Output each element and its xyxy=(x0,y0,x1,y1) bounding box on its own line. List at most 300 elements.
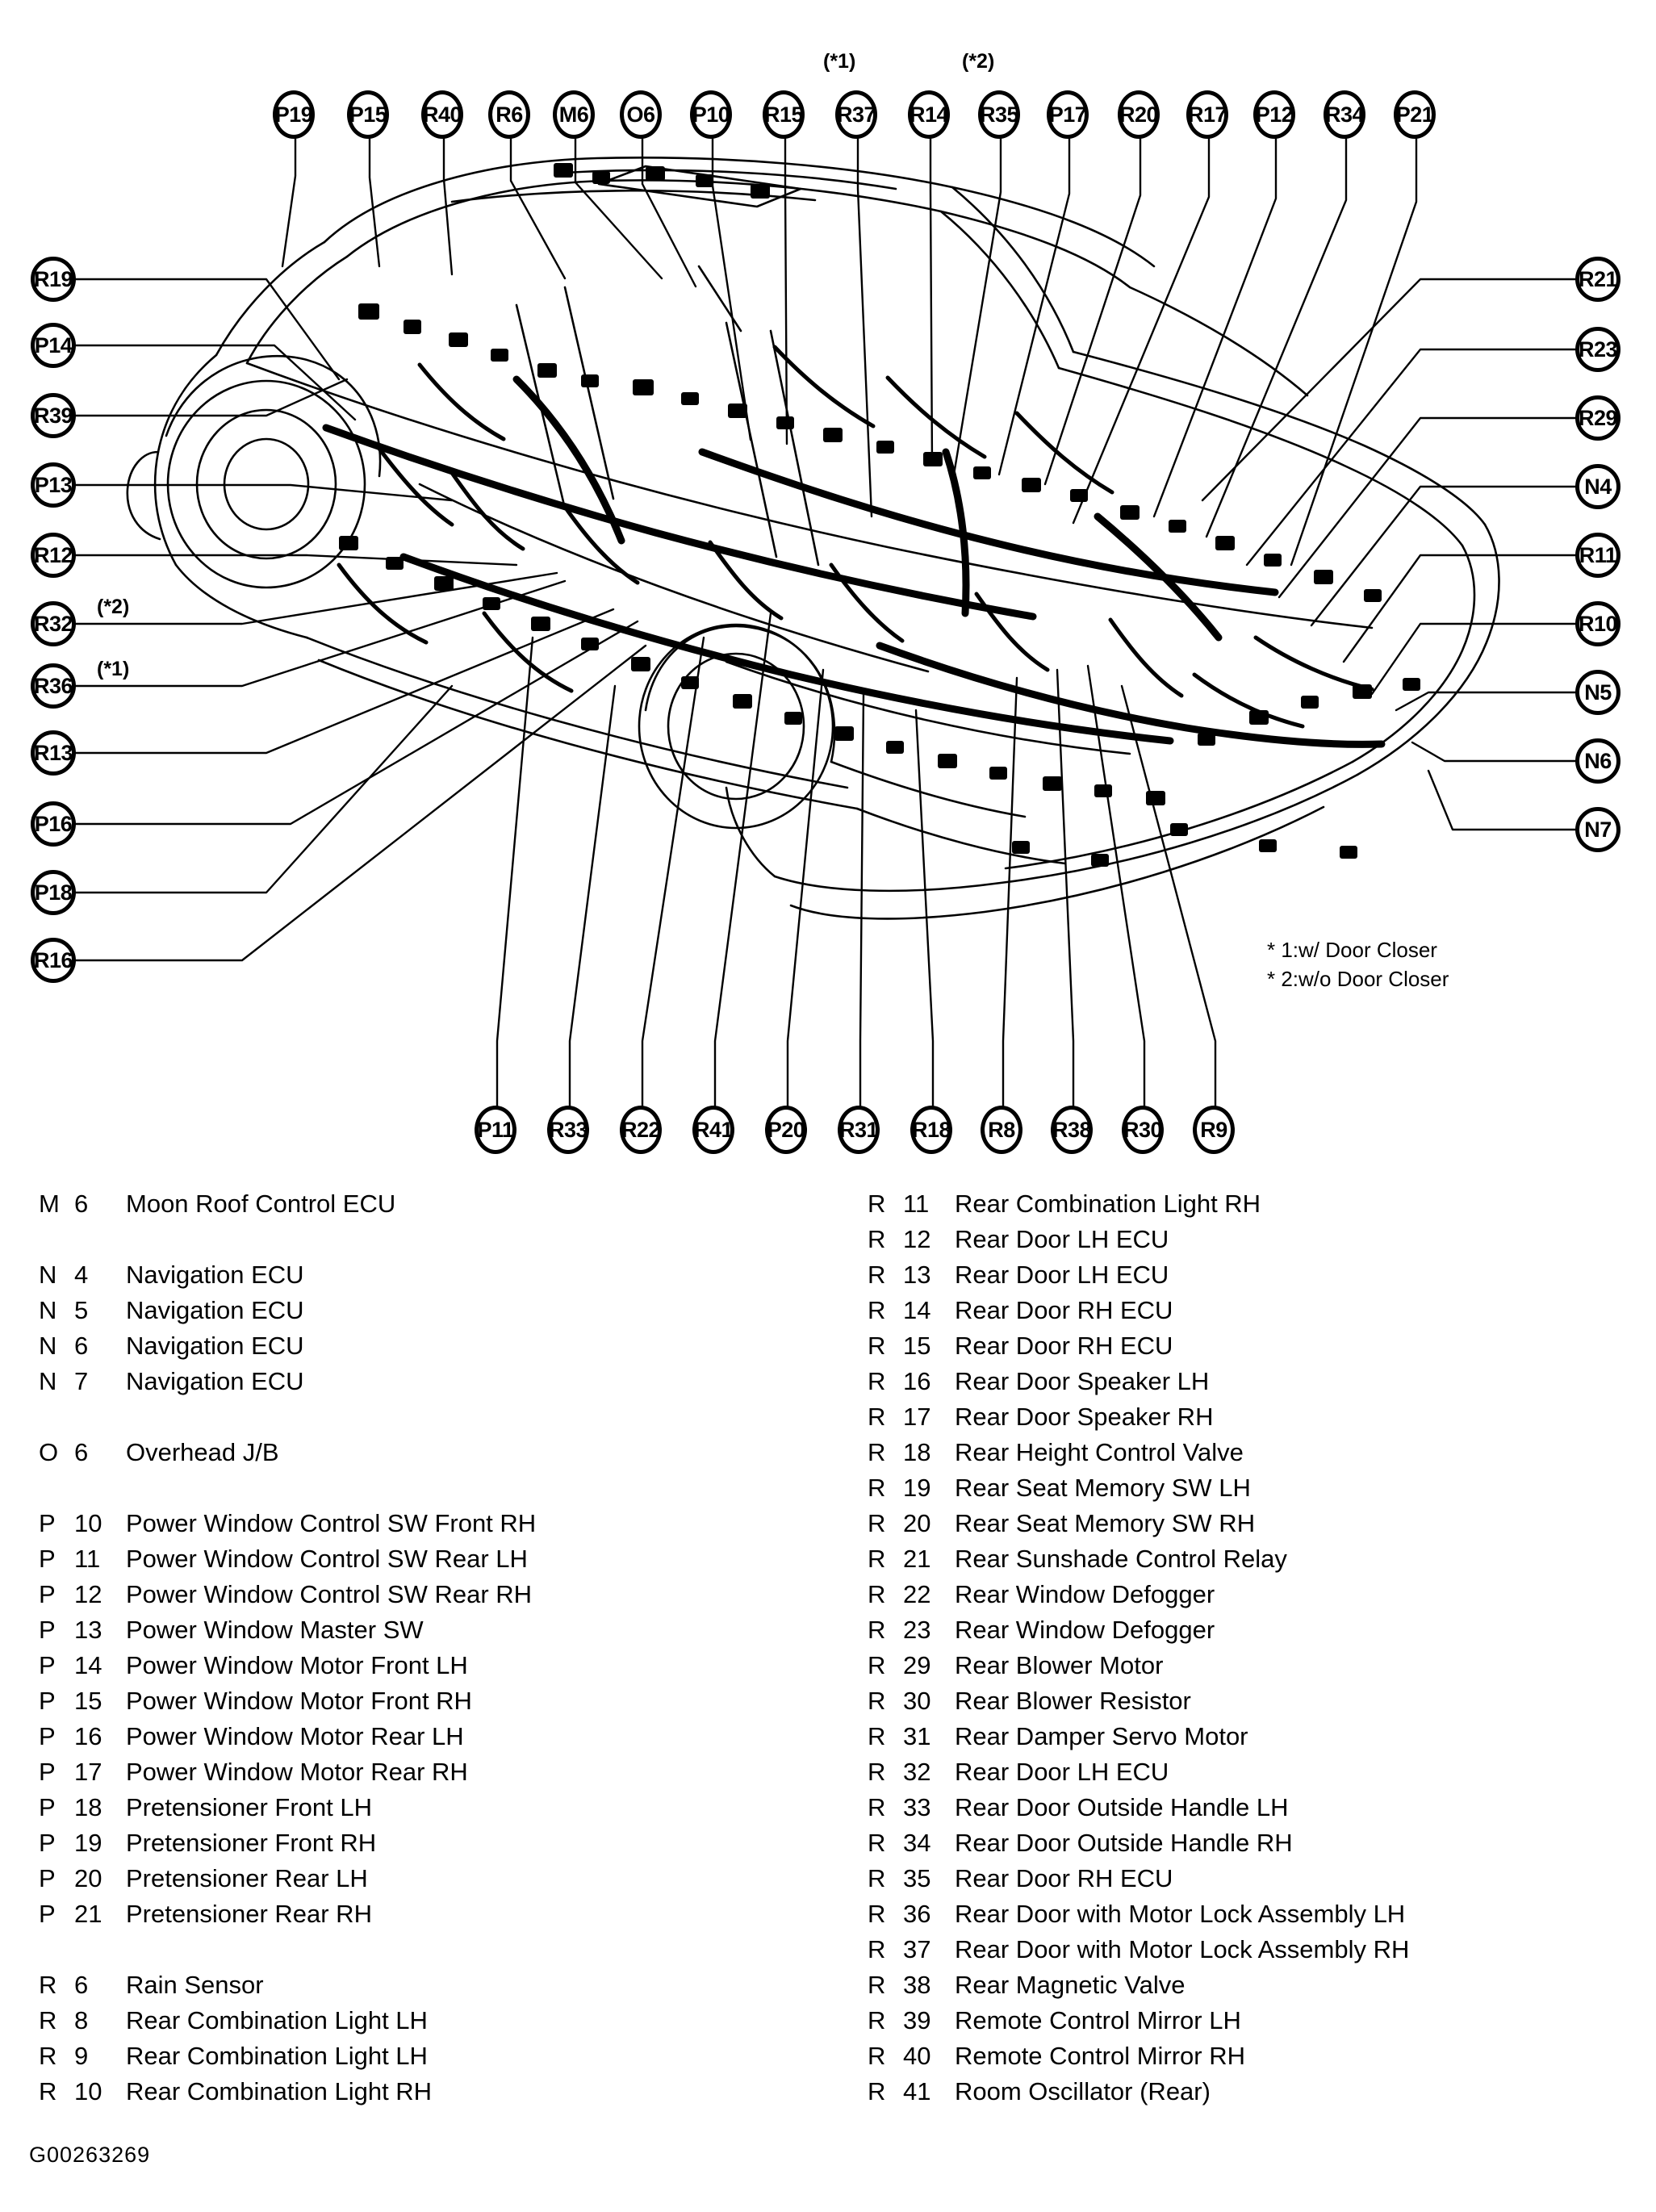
legend-description: Navigation ECU xyxy=(126,1296,304,1324)
legend-code xyxy=(39,2003,126,2038)
callout-bubble-r36[interactable]: R36 xyxy=(31,663,76,709)
callout-bubble-r10[interactable]: R10 xyxy=(1575,601,1620,646)
legend-row xyxy=(39,1506,830,1541)
legend-code-letter: R xyxy=(868,1225,886,1253)
legend-code xyxy=(868,1222,955,1257)
legend-code xyxy=(868,1541,955,1577)
footnote-2: * 2:w/o Door Closer xyxy=(1267,966,1449,991)
legend-description: Rear Seat Memory SW RH xyxy=(955,1509,1256,1537)
callout-bubble-p19[interactable]: P19 xyxy=(273,90,315,139)
harness-main-bundles xyxy=(326,379,1382,744)
legend-code-letter: R xyxy=(868,1580,886,1608)
legend-code-number: 34 xyxy=(903,1829,931,1857)
callout-bubble-p14[interactable]: P14 xyxy=(31,323,76,368)
legend-description: Power Window Master SW xyxy=(126,1616,424,1644)
legend-code-letter: R xyxy=(868,2006,886,2034)
legend-code-letter: R xyxy=(868,1935,886,1963)
legend-row xyxy=(868,2003,1642,2038)
legend-row xyxy=(39,1896,830,1967)
legend-row xyxy=(39,2003,830,2038)
legend-row xyxy=(868,1506,1642,1541)
legend-code-letter: P xyxy=(39,1722,56,1750)
legend-row xyxy=(868,1364,1642,1399)
callout-bubble-r39[interactable]: R39 xyxy=(31,393,76,438)
callout-bubble-p10[interactable]: P10 xyxy=(690,90,732,139)
legend-code-letter: R xyxy=(868,1296,886,1324)
callout-bubble-r6[interactable]: R6 xyxy=(488,90,530,139)
callout-bubble-r29[interactable]: R29 xyxy=(1575,395,1620,441)
legend-code-number: 32 xyxy=(903,1758,931,1786)
callout-bubble-r18[interactable]: R18 xyxy=(910,1106,952,1154)
legend-row xyxy=(868,2038,1642,2074)
legend-description: Navigation ECU xyxy=(126,1261,304,1289)
legend-code xyxy=(868,1754,955,1790)
legend-code-letter: P xyxy=(39,1616,56,1644)
callout-bubble-r20[interactable]: R20 xyxy=(1118,90,1160,139)
legend-code-number: 10 xyxy=(74,2077,102,2105)
figure-id-code: G00263269 xyxy=(29,2143,151,2167)
callout-bubble-r13[interactable]: R13 xyxy=(31,730,76,776)
legend-description: Rear Window Defogger xyxy=(955,1580,1215,1608)
legend-description: Power Window Motor Front LH xyxy=(126,1651,468,1679)
legend-description: Rear Blower Motor xyxy=(955,1651,1164,1679)
legend-code xyxy=(39,1435,126,1470)
callout-bubble-p15[interactable]: P15 xyxy=(347,90,389,139)
callout-bubble-r19[interactable]: R19 xyxy=(31,257,76,302)
car-body-outline xyxy=(128,157,1499,918)
legend-code-number: 15 xyxy=(74,1687,102,1715)
callout-bubble-r31[interactable]: R31 xyxy=(838,1106,880,1154)
legend-code-number: 19 xyxy=(74,1829,102,1857)
legend-code-letter: R xyxy=(868,1474,886,1502)
legend-code-letter: R xyxy=(868,1687,886,1715)
callout-bubble-r32[interactable]: R32 xyxy=(31,601,76,646)
legend-row xyxy=(39,1683,830,1719)
legend-code-letter: R xyxy=(868,1722,886,1750)
legend-code-number: 11 xyxy=(74,1545,101,1573)
legend-code xyxy=(868,1861,955,1896)
legend-description: Rear Door Speaker RH xyxy=(955,1403,1214,1431)
legend-code-number: 31 xyxy=(903,1722,931,1750)
legend-code-letter: R xyxy=(868,1261,886,1289)
legend-description: Rear Door Outside Handle LH xyxy=(955,1793,1289,1821)
legend-row xyxy=(39,1257,830,1293)
legend-code-letter: R xyxy=(868,1900,886,1928)
callout-bubble-m6[interactable]: M6 xyxy=(553,90,595,139)
legend-code-letter: M xyxy=(39,1190,60,1218)
legend-row xyxy=(868,1612,1642,1648)
legend-description: Rain Sensor xyxy=(126,1971,264,1999)
callout-bubble-p11[interactable]: P11 xyxy=(475,1106,516,1154)
legend-description: Overhead J/B xyxy=(126,1438,279,1466)
legend-row xyxy=(39,2074,830,2110)
inline-footnote-marker: (*2) xyxy=(962,50,995,73)
callout-bubble-r38[interactable]: R38 xyxy=(1051,1106,1093,1154)
legend-code-number: 35 xyxy=(903,1864,931,1892)
legend-description: Rear Door RH ECU xyxy=(955,1296,1173,1324)
legend-row xyxy=(868,1825,1642,1861)
legend-row xyxy=(39,1790,830,1825)
legend-code-letter: R xyxy=(868,1971,886,1999)
legend-row xyxy=(868,1967,1642,2003)
legend-description: Rear Combination Light RH xyxy=(126,2077,433,2105)
legend-code xyxy=(868,1328,955,1364)
inline-footnote-marker: (*2) xyxy=(97,596,130,618)
legend-code-number: 33 xyxy=(903,1793,931,1821)
legend-description: Rear Door LH ECU xyxy=(955,1261,1169,1289)
legend-code-letter: P xyxy=(39,1793,56,1821)
legend-description: Navigation ECU xyxy=(126,1332,304,1360)
legend-description: Pretensioner Front RH xyxy=(126,1829,377,1857)
callout-bubble-r40[interactable]: R40 xyxy=(421,90,463,139)
legend-description: Rear Height Control Valve xyxy=(955,1438,1244,1466)
legend-description: Rear Door RH ECU xyxy=(955,1332,1173,1360)
legend-code-number: 20 xyxy=(903,1509,931,1537)
legend-row xyxy=(39,1861,830,1896)
legend-code xyxy=(868,1648,955,1683)
legend-code-number: 41 xyxy=(903,2077,931,2105)
legend-code-number: 22 xyxy=(903,1580,931,1608)
legend-row xyxy=(868,1470,1642,1506)
legend-code-number: 13 xyxy=(903,1261,931,1289)
legend-code-letter: R xyxy=(868,2042,886,2070)
legend-description: Rear Damper Servo Motor xyxy=(955,1722,1248,1750)
legend-code-number: 20 xyxy=(74,1864,102,1892)
legend-row xyxy=(868,1754,1642,1790)
callout-bubble-n4[interactable]: N4 xyxy=(1575,464,1620,509)
legend-row xyxy=(39,1648,830,1683)
legend-row xyxy=(868,1257,1642,1293)
legend-code xyxy=(39,2038,126,2074)
callout-bubble-r22[interactable]: R22 xyxy=(620,1106,662,1154)
legend-code-letter: N xyxy=(39,1367,57,1395)
footnote-block xyxy=(1267,936,1449,994)
legend-row xyxy=(868,2074,1642,2110)
legend-code-letter: P xyxy=(39,1758,56,1786)
callout-bubble-p17[interactable]: P17 xyxy=(1047,90,1089,139)
callout-bubble-r17[interactable]: R17 xyxy=(1186,90,1228,139)
legend-code xyxy=(39,1825,126,1861)
legend-description: Rear Door with Motor Lock Assembly RH xyxy=(955,1935,1410,1963)
legend-code xyxy=(868,1186,955,1222)
callout-bubble-o6[interactable]: O6 xyxy=(620,90,662,139)
legend-code xyxy=(39,1186,126,1222)
legend-code-letter: R xyxy=(868,1438,886,1466)
callout-bubble-r35[interactable]: R35 xyxy=(978,90,1020,139)
legend-code-letter: R xyxy=(868,1864,886,1892)
inline-footnote-marker: (*1) xyxy=(97,658,130,680)
legend-code-letter: P xyxy=(39,1509,56,1537)
legend-row xyxy=(39,1825,830,1861)
callout-bubble-p20[interactable]: P20 xyxy=(765,1106,807,1154)
legend-description: Rear Door LH ECU xyxy=(955,1758,1169,1786)
legend-code-letter: R xyxy=(868,1616,886,1644)
legend-code xyxy=(39,1577,126,1612)
legend-code xyxy=(39,1861,126,1896)
inline-footnote-marker: (*1) xyxy=(823,50,856,73)
callout-bubble-r12[interactable]: R12 xyxy=(31,533,76,578)
legend-code-number: 12 xyxy=(74,1580,102,1608)
legend-description: Power Window Control SW Rear LH xyxy=(126,1545,528,1573)
callout-bubble-r9[interactable]: R9 xyxy=(1193,1106,1235,1154)
callout-bubble-r34[interactable]: R34 xyxy=(1324,90,1365,139)
legend-code-number: 6 xyxy=(74,1971,89,1999)
legend-code xyxy=(39,2074,126,2110)
legend-code xyxy=(868,1364,955,1399)
legend-code-letter: N xyxy=(39,1332,57,1360)
legend-code-letter: R xyxy=(868,1190,886,1218)
legend-code-letter: O xyxy=(39,1438,59,1466)
callout-bubble-n5[interactable]: N5 xyxy=(1575,670,1620,715)
legend-code-number: 18 xyxy=(74,1793,102,1821)
legend-code-number: 29 xyxy=(903,1651,931,1679)
legend-code xyxy=(868,1932,955,1967)
callout-bubble-r23[interactable]: R23 xyxy=(1575,327,1620,372)
legend-code-letter: R xyxy=(868,1367,886,1395)
legend-code xyxy=(868,1506,955,1541)
legend-code-number: 12 xyxy=(903,1225,931,1253)
legend-code-letter: R xyxy=(39,1971,57,1999)
legend-code xyxy=(39,1754,126,1790)
callout-bubble-r37[interactable]: R37 xyxy=(835,90,877,139)
callout-bubble-r8[interactable]: R8 xyxy=(981,1106,1022,1154)
legend-code xyxy=(868,1719,955,1754)
legend-code-letter: R xyxy=(868,1332,886,1360)
legend-code-letter: R xyxy=(39,2006,57,2034)
legend-description: Rear Door Outside Handle RH xyxy=(955,1829,1293,1857)
legend-code xyxy=(868,1577,955,1612)
legend-code-number: 5 xyxy=(74,1296,89,1324)
callout-bubble-r15[interactable]: R15 xyxy=(763,90,805,139)
legend-code-number: 30 xyxy=(903,1687,931,1715)
legend-code xyxy=(39,1506,126,1541)
legend-row xyxy=(868,1719,1642,1754)
legend-description: Rear Combination Light LH xyxy=(126,2042,428,2070)
legend-code-letter: P xyxy=(39,1580,56,1608)
legend-code xyxy=(39,1683,126,1719)
legend-code-letter: N xyxy=(39,1261,57,1289)
legend-row xyxy=(868,1293,1642,1328)
legend-description: Power Window Control SW Front RH xyxy=(126,1509,537,1537)
legend-description: Remote Control Mirror LH xyxy=(955,2006,1241,2034)
component-legend xyxy=(0,1186,1656,2155)
legend-code-number: 16 xyxy=(903,1367,931,1395)
legend-code-number: 10 xyxy=(74,1509,102,1537)
callout-bubble-r14[interactable]: R14 xyxy=(908,90,950,139)
legend-code-letter: R xyxy=(868,1545,886,1573)
legend-description: Rear Seat Memory SW LH xyxy=(955,1474,1251,1502)
legend-code xyxy=(868,1257,955,1293)
legend-row xyxy=(868,1790,1642,1825)
legend-code xyxy=(39,1967,126,2003)
legend-description: Rear Combination Light RH xyxy=(955,1190,1261,1218)
legend-row xyxy=(39,1435,830,1506)
legend-code-number: 4 xyxy=(74,1261,89,1289)
legend-column-right xyxy=(868,1186,1642,2110)
legend-code xyxy=(868,1896,955,1932)
legend-code xyxy=(868,2038,955,2074)
legend-code-number: 15 xyxy=(903,1332,931,1360)
legend-row xyxy=(868,1186,1642,1222)
legend-row xyxy=(868,1222,1642,1257)
legend-code-number: 21 xyxy=(903,1545,931,1573)
legend-code xyxy=(868,1683,955,1719)
legend-description: Rear Window Defogger xyxy=(955,1616,1215,1644)
legend-description: Rear Door LH ECU xyxy=(955,1225,1169,1253)
legend-row xyxy=(868,1861,1642,1896)
legend-code xyxy=(868,1825,955,1861)
legend-row xyxy=(868,1896,1642,1932)
legend-code-number: 18 xyxy=(903,1438,931,1466)
legend-code-number: 6 xyxy=(74,1438,89,1466)
legend-description: Remote Control Mirror RH xyxy=(955,2042,1246,2070)
legend-code-number: 6 xyxy=(74,1190,89,1218)
legend-description: Power Window Motor Rear RH xyxy=(126,1758,468,1786)
legend-code xyxy=(868,1435,955,1470)
legend-row xyxy=(868,1932,1642,1967)
legend-row xyxy=(868,1683,1642,1719)
legend-description: Rear Door RH ECU xyxy=(955,1864,1173,1892)
legend-code-number: 36 xyxy=(903,1900,931,1928)
legend-code-letter: R xyxy=(868,1758,886,1786)
legend-code-letter: P xyxy=(39,1864,56,1892)
legend-description: Rear Combination Light LH xyxy=(126,2006,428,2034)
callout-bubble-r33[interactable]: R33 xyxy=(547,1106,589,1154)
legend-row xyxy=(39,1328,830,1364)
legend-code-number: 14 xyxy=(74,1651,102,1679)
legend-code-number: 21 xyxy=(74,1900,102,1928)
legend-code-number: 13 xyxy=(74,1616,102,1644)
footnote-1: * 1:w/ Door Closer xyxy=(1267,938,1437,962)
callout-bubble-r11[interactable]: R11 xyxy=(1575,533,1620,578)
legend-description: Pretensioner Front LH xyxy=(126,1793,372,1821)
legend-code-number: 14 xyxy=(903,1296,931,1324)
callout-bubble-p16[interactable]: P16 xyxy=(31,801,76,847)
callout-bubble-n6[interactable]: N6 xyxy=(1575,738,1620,784)
legend-description: Room Oscillator (Rear) xyxy=(955,2077,1211,2105)
legend-description: Pretensioner Rear RH xyxy=(126,1900,372,1928)
legend-code-number: 17 xyxy=(903,1403,931,1431)
legend-code xyxy=(39,1612,126,1648)
legend-row xyxy=(868,1577,1642,1612)
legend-description: Moon Roof Control ECU xyxy=(126,1190,396,1218)
callout-bubble-r30[interactable]: R30 xyxy=(1122,1106,1164,1154)
legend-code-letter: R xyxy=(868,1829,886,1857)
legend-row xyxy=(39,1364,830,1435)
legend-code xyxy=(39,1648,126,1683)
legend-code xyxy=(868,2003,955,2038)
legend-code-letter: P xyxy=(39,1545,56,1573)
legend-description: Rear Door Speaker LH xyxy=(955,1367,1210,1395)
legend-code-letter: P xyxy=(39,1900,56,1928)
legend-description: Rear Blower Resistor xyxy=(955,1687,1191,1715)
legend-code-letter: R xyxy=(39,2077,57,2105)
legend-description: Rear Door with Motor Lock Assembly LH xyxy=(955,1900,1406,1928)
legend-code xyxy=(39,1719,126,1754)
legend-code-number: 17 xyxy=(74,1758,102,1786)
legend-code-number: 11 xyxy=(903,1190,930,1218)
legend-code-letter: R xyxy=(868,1403,886,1431)
legend-code xyxy=(868,1399,955,1435)
legend-code xyxy=(39,1328,126,1364)
callout-bubble-p13[interactable]: P13 xyxy=(31,462,76,508)
callout-bubble-p18[interactable]: P18 xyxy=(31,870,76,915)
legend-row xyxy=(39,1293,830,1328)
legend-code-letter: P xyxy=(39,1829,56,1857)
legend-code xyxy=(868,1470,955,1506)
legend-code xyxy=(39,1293,126,1328)
callout-bubble-n7[interactable]: N7 xyxy=(1575,807,1620,852)
legend-code-letter: P xyxy=(39,1651,56,1679)
legend-code xyxy=(39,1896,126,1932)
callout-bubble-r41[interactable]: R41 xyxy=(692,1106,734,1154)
legend-row xyxy=(868,1648,1642,1683)
legend-code-letter: N xyxy=(39,1296,57,1324)
legend-code xyxy=(39,1257,126,1293)
legend-code xyxy=(39,1364,126,1399)
legend-code-number: 19 xyxy=(903,1474,931,1502)
legend-code xyxy=(868,1967,955,2003)
callout-bubble-r21[interactable]: R21 xyxy=(1575,257,1620,302)
legend-code-letter: R xyxy=(868,1509,886,1537)
legend-row xyxy=(39,1967,830,2003)
legend-description: Rear Sunshade Control Relay xyxy=(955,1545,1287,1573)
legend-code-number: 6 xyxy=(74,1332,89,1360)
legend-row xyxy=(39,1541,830,1577)
legend-row xyxy=(39,2038,830,2074)
callout-bubble-r16[interactable]: R16 xyxy=(31,938,76,983)
legend-code-number: 39 xyxy=(903,2006,931,2034)
legend-row xyxy=(868,1541,1642,1577)
legend-code-letter: R xyxy=(868,2077,886,2105)
legend-description: Power Window Motor Rear LH xyxy=(126,1722,464,1750)
legend-description: Rear Magnetic Valve xyxy=(955,1971,1186,1999)
legend-code xyxy=(868,1790,955,1825)
legend-description: Pretensioner Rear LH xyxy=(126,1864,368,1892)
legend-row xyxy=(39,1719,830,1754)
legend-row xyxy=(39,1612,830,1648)
legend-code xyxy=(868,2074,955,2110)
legend-code-number: 38 xyxy=(903,1971,931,1999)
legend-code xyxy=(868,1293,955,1328)
legend-code xyxy=(39,1790,126,1825)
legend-code-number: 23 xyxy=(903,1616,931,1644)
legend-row xyxy=(868,1328,1642,1364)
legend-column-left xyxy=(39,1186,830,2110)
legend-code-number: 8 xyxy=(74,2006,89,2034)
legend-code-number: 37 xyxy=(903,1935,931,1963)
callout-bubble-p21[interactable]: P21 xyxy=(1394,90,1436,139)
callout-bubble-p12[interactable]: P12 xyxy=(1253,90,1295,139)
legend-row xyxy=(868,1399,1642,1435)
legend-code-letter: R xyxy=(39,2042,57,2070)
legend-code-letter: P xyxy=(39,1687,56,1715)
legend-code-number: 9 xyxy=(74,2042,89,2070)
legend-row xyxy=(39,1186,830,1257)
legend-row xyxy=(39,1754,830,1790)
legend-description: Power Window Control SW Rear RH xyxy=(126,1580,533,1608)
legend-row xyxy=(868,1435,1642,1470)
legend-code-number: 40 xyxy=(903,2042,931,2070)
legend-code-letter: R xyxy=(868,1651,886,1679)
legend-code xyxy=(39,1541,126,1577)
legend-code-number: 7 xyxy=(74,1367,89,1395)
legend-code xyxy=(868,1612,955,1648)
legend-code-letter: R xyxy=(868,1793,886,1821)
legend-row xyxy=(39,1577,830,1612)
legend-description: Power Window Motor Front RH xyxy=(126,1687,472,1715)
legend-code-number: 16 xyxy=(74,1722,102,1750)
